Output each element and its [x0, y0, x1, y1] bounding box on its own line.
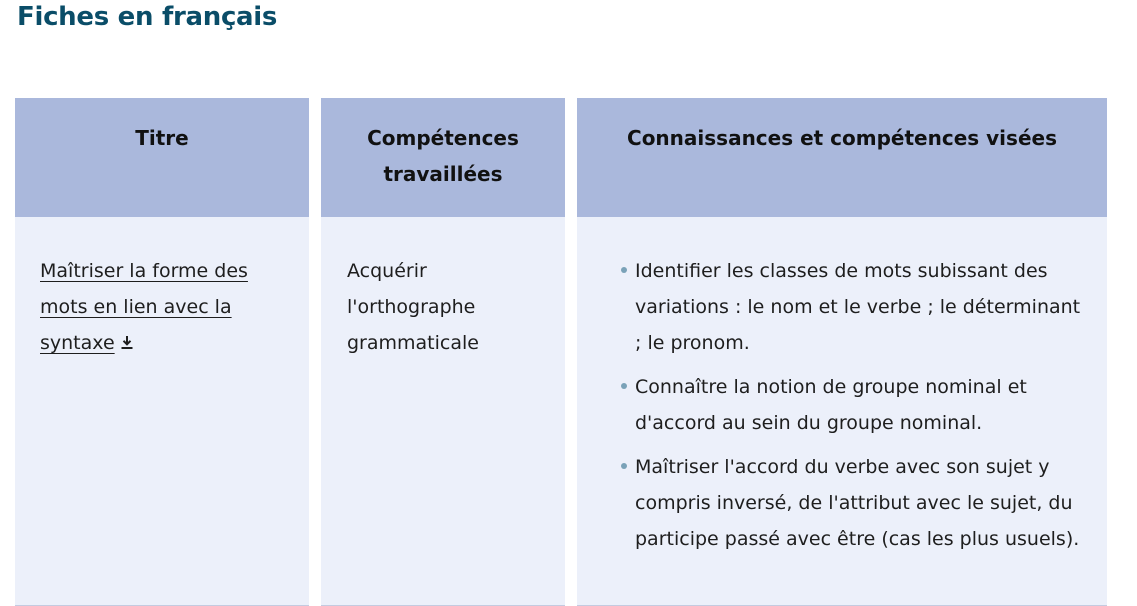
bullet-icon	[621, 267, 627, 273]
cell-competence: Acquérir l'orthographe grammaticale	[321, 217, 565, 606]
download-icon	[119, 326, 135, 342]
header-competences: Compétences travaillées	[321, 98, 565, 217]
column-titre	[15, 98, 309, 606]
skills-list	[621, 253, 1083, 557]
column-competences	[321, 98, 565, 606]
list-item	[621, 369, 1083, 441]
bullet-icon	[621, 463, 627, 469]
list-item-text: Connaître la notion de groupe nominal et d'accord au sein du groupe nominal.	[635, 376, 1027, 434]
list-item	[621, 449, 1083, 557]
cell-titre	[15, 217, 309, 606]
fiches-table	[15, 98, 1107, 606]
list-item-text: Maîtriser l'accord du verbe avec son sujet y compris inversé, de l'attribut avec le sujet, du participe passé avec être (cas les plus usuels).	[635, 456, 1080, 550]
download-link-label: Maîtriser la forme des mots en lien avec la syntaxe	[40, 260, 248, 354]
download-link[interactable]	[40, 260, 248, 354]
list-item	[621, 253, 1083, 361]
page-title: Fiches en français	[17, 2, 278, 32]
header-titre: Titre	[15, 98, 309, 217]
list-item-text: Identifier les classes de mots subissant des variations : le nom et le verbe ; le déterminant ; le pronom.	[635, 260, 1081, 354]
bullet-icon	[621, 383, 627, 389]
header-connaissances: Connaissances et compétences visées	[577, 98, 1107, 217]
column-connaissances	[577, 98, 1107, 606]
cell-connaissances	[577, 217, 1107, 606]
